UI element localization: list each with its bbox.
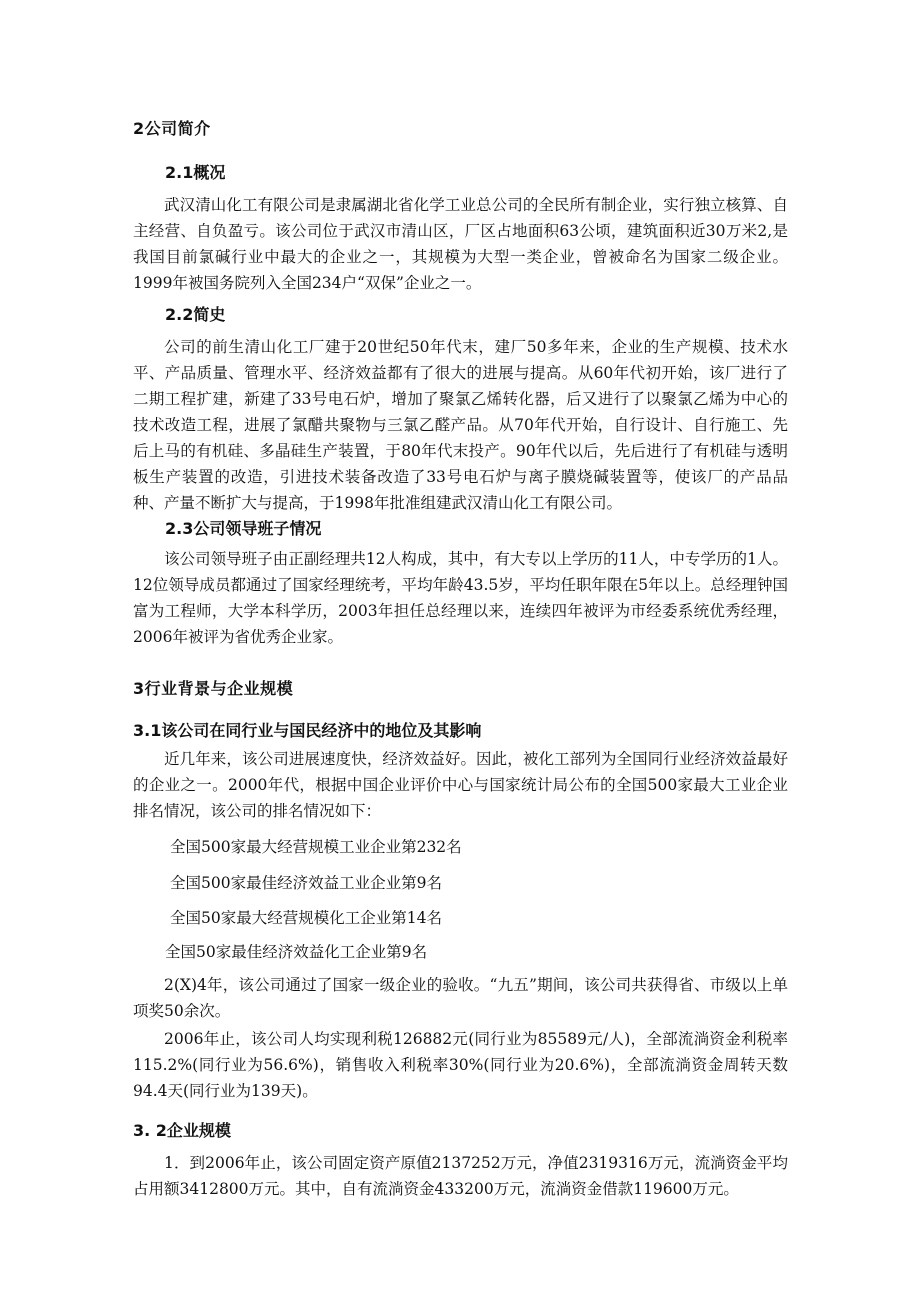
section-3-heading: 3行业背景与企业规模	[133, 679, 294, 698]
section-3-1-paragraph-2: 2(X)4年，该公司通过了国家一级企业的验收。“九五”期间，该公司共获得省、市级以上单项奖50余次。	[133, 976, 788, 1020]
ranking-item: 全国500家最大经营规模工业企业第232名	[170, 838, 462, 856]
section-2-3-heading: 2.3公司领导班子情况	[165, 519, 322, 538]
section-3-1-paragraph: 近几年来，该公司进展速度快，经济效益好。因此，被化工部列为全国同行业经济效益最好的企业之一。2000年代，根据中国企业评价中心与国家统计局公布的全国500家最大工业企业排名情况，该公司的排名情况如下：	[133, 750, 788, 820]
section-2-1-paragraph: 武汉清山化工有限公司是隶属湖北省化学工业总公司的全民所有制企业，实行独立核算、自主经营、自负盈亏。该公司位于武汉市清山区，厂区占地面积63公顷，建筑面积近30万米2,是我国目前氯碱行业中最大的企业之一，其规模为大型一类企业，曾被命名为国家二级企业。1999年被国务院列入全国234户“双保”企业之一。	[133, 196, 788, 292]
section-2-2-paragraph: 公司的前生清山化工厂建于20世纪50年代末，建厂50多年来，企业的生产规模、技术水平、产品质量、管理水平、经济效益都有了很大的进展与提高。从60年代初开始，该厂进行了二期工程扩建，新建了33号电石炉，增加了聚氯乙烯转化器，后又进行了以聚氯乙烯为中心的技术改造工程，进展了氯醋共聚物与三氯乙醛产品。从70年代开始，自行设计、自行施工、先后上马的有机硅、多晶硅生产装置，于80年代末投产。90年代以后，先后进行了有机硅与透明板生产装置的改造，引进技术装备改造了33号电石炉与离子膜烧碱装置等，使该厂的产品品种、产量不断扩大与提高，于1998年批准组建武汉清山化工有限公司。	[133, 338, 788, 512]
section-2-1-heading: 2.1概况	[165, 163, 226, 182]
section-2-2-heading: 2.2简史	[165, 305, 226, 324]
section-3-2-heading: 3. 2企业规模	[133, 1121, 231, 1140]
ranking-item: 全国500家最佳经济效益工业企业第9名	[170, 874, 442, 892]
ranking-item: 全国50家最佳经济效益化工企业第9名	[165, 943, 428, 961]
section-3-1-paragraph-3: 2006年止，该公司人均实现利税126882元(同行业为85589元/人)，全部流淌资金利税率115.2%(同行业为56.6%)，销售收入利税率30%(同行业为20.6%)，全部流淌资金周转天数94.4天(同行业为139天)。	[133, 1030, 788, 1100]
section-2-heading: 2公司简介	[133, 119, 211, 138]
section-3-2-paragraph: 1．到2006年止，该公司固定资产原值2137252万元，净值2319316万元，流淌资金平均占用额3412800万元。其中，自有流淌资金433200万元，流淌资金借款119600万元。	[133, 1154, 788, 1198]
section-2-3-paragraph: 该公司领导班子由正副经理共12人构成，其中，有大专以上学历的11人，中专学历的1人。12位领导成员都通过了国家经理统考，平均年龄43.5岁，平均任职年限在5年以上。总经理钟国富为工程师，大学本科学历，2003年担任总经理以来，连续四年被评为市经委系统优秀经理，2006年被评为省优秀企业家。	[133, 550, 788, 646]
ranking-item: 全国50家最大经营规模化工企业第14名	[170, 909, 442, 927]
section-3-1-heading: 3.1该公司在同行业与国民经济中的地位及其影响	[133, 721, 482, 740]
